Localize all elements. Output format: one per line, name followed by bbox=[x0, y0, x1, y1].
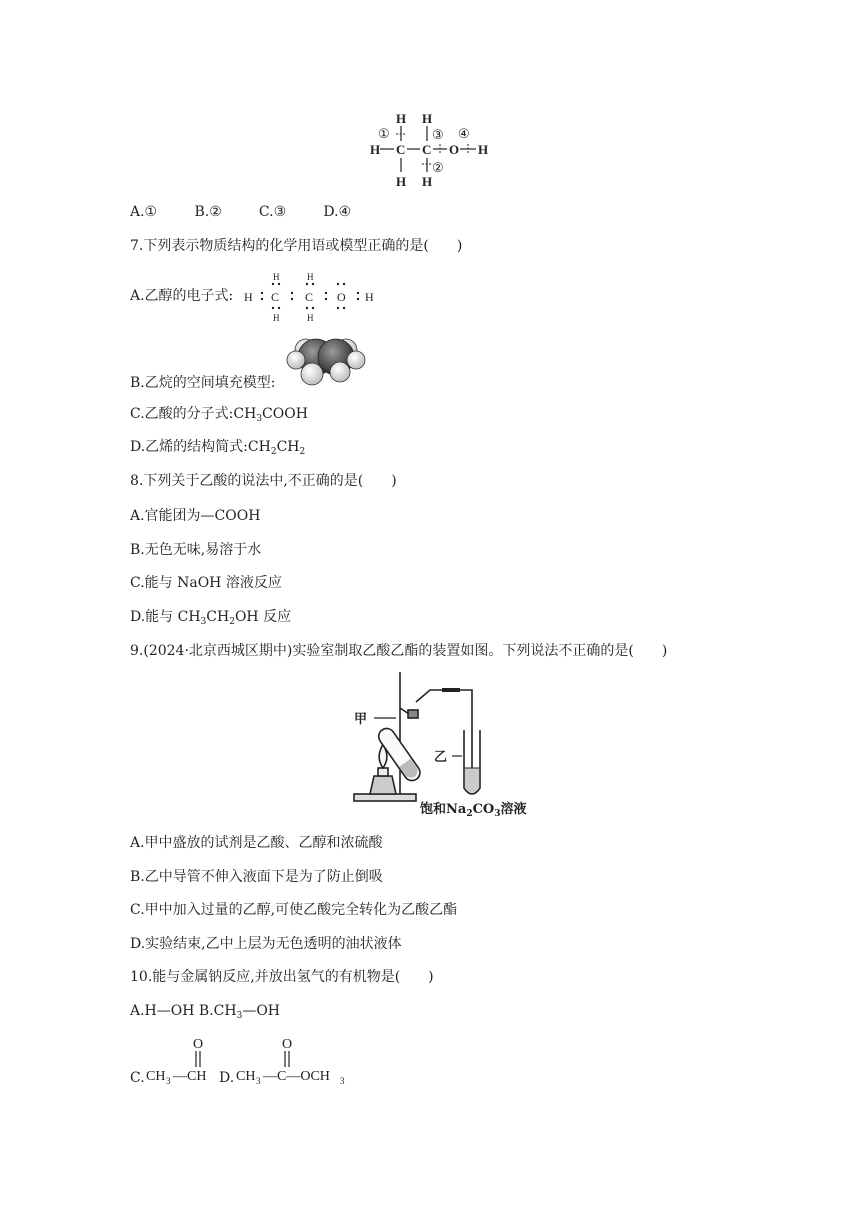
marker-4: ④ bbox=[458, 126, 470, 141]
q8-d-post: OH 反应 bbox=[234, 609, 292, 625]
q10-stem: 10.能与金属钠反应,并放出氢气的有机物是( ) bbox=[130, 969, 434, 985]
q6-options bbox=[130, 202, 351, 222]
d-sub2: 3 bbox=[340, 1076, 345, 1086]
label-jia: 甲 bbox=[354, 711, 368, 726]
atom-o: O bbox=[449, 142, 460, 157]
ef-h-up-2: H bbox=[307, 272, 314, 282]
q7-option-c-label: C.乙酸的分子式: bbox=[130, 406, 234, 422]
caption-s1: 2 bbox=[466, 809, 473, 819]
caption-s2: 3 bbox=[494, 809, 501, 819]
q8-stem: 8.下列关于乙酸的说法中,不正确的是( ) bbox=[130, 473, 397, 489]
q7-option-a[interactable] bbox=[130, 286, 233, 306]
ef-c2: C bbox=[305, 290, 314, 304]
q9-figure-caption bbox=[420, 800, 527, 824]
caption-post: 溶液 bbox=[500, 802, 527, 817]
c-sub: 3 bbox=[166, 1076, 171, 1086]
ef-c1: C bbox=[271, 290, 280, 304]
atom-h-right: H bbox=[478, 142, 489, 157]
ef-o: O bbox=[337, 290, 346, 304]
ethanol-electron-formula bbox=[240, 270, 380, 324]
q10-ab-pre: A.H—OH B.CH bbox=[130, 1003, 237, 1019]
q8-option-b[interactable]: B.无色无味,易溶于水 bbox=[130, 542, 262, 558]
q7-c-formula-part1: CH bbox=[233, 406, 257, 422]
q8-d-pre: D.能与 CH bbox=[130, 609, 201, 625]
q10-ab-post: —OH bbox=[242, 1003, 280, 1019]
q6-option-b[interactable]: B.② bbox=[194, 204, 222, 220]
methyl-acetate-structure bbox=[234, 1034, 364, 1086]
atom-h-top-2: H bbox=[422, 111, 433, 126]
atom-h-bottom-2: H bbox=[422, 174, 433, 189]
q7-d-s1: 2 bbox=[270, 447, 277, 457]
label-yi: 乙 bbox=[434, 749, 448, 764]
q7-d-f1: CH bbox=[247, 439, 271, 455]
q10-option-d-label[interactable]: D. bbox=[219, 1070, 235, 1086]
atom-h-bottom-1: H bbox=[396, 174, 407, 189]
c-left: CH bbox=[146, 1069, 166, 1084]
caption-pre: 饱和Na bbox=[420, 802, 467, 817]
ef-h-down-2: H bbox=[307, 313, 314, 323]
q7-d-s2: 2 bbox=[299, 447, 306, 457]
ef-h-right: H bbox=[365, 290, 374, 304]
acetaldehyde-structure bbox=[144, 1034, 220, 1086]
q8-option-d[interactable] bbox=[130, 607, 291, 632]
q7-option-d[interactable] bbox=[130, 437, 305, 462]
q7-c-sub: 3 bbox=[256, 414, 263, 424]
q8-d-s1: 3 bbox=[200, 617, 207, 627]
q7-option-a-label: A.乙醇的电子式: bbox=[130, 288, 234, 304]
atom-c1: C bbox=[396, 142, 406, 157]
q7-option-b[interactable] bbox=[130, 373, 275, 393]
d-dash: —C—OCH bbox=[263, 1069, 330, 1084]
q8-option-c[interactable]: C.能与 NaOH 溶液反应 bbox=[130, 575, 282, 591]
q8-d-mid: CH bbox=[206, 609, 230, 625]
q6-option-c[interactable]: C.③ bbox=[258, 204, 287, 220]
q9-option-a[interactable]: A.甲中盛放的试剂是乙酸、乙醇和浓硫酸 bbox=[130, 835, 383, 851]
q6-option-d[interactable]: D.④ bbox=[323, 204, 352, 220]
d-o: O bbox=[282, 1037, 293, 1052]
q10-ab-sub: 3 bbox=[236, 1011, 243, 1021]
q9-option-d[interactable]: D.实验结束,乙中上层为无色透明的油状液体 bbox=[130, 936, 402, 952]
ef-h-down-1: H bbox=[273, 313, 280, 323]
ef-h-up-1: H bbox=[273, 272, 280, 282]
q9-option-c[interactable]: C.甲中加入过量的乙醇,可使乙酸完全转化为乙酸乙酯 bbox=[130, 902, 458, 918]
caption-mid: CO bbox=[472, 802, 495, 817]
q10-option-c-label[interactable]: C. bbox=[130, 1070, 145, 1086]
q7-option-d-label: D.乙烯的结构简式: bbox=[130, 439, 248, 455]
ef-h-left: H bbox=[244, 290, 253, 304]
q7-option-b-label: B.乙烷的空间填充模型: bbox=[130, 375, 276, 391]
q7-stem: 7.下列表示物质结构的化学用语或模型正确的是( ) bbox=[130, 238, 463, 254]
q8-option-a[interactable]: A.官能团为—COOH bbox=[130, 508, 261, 524]
atom-c2: C bbox=[422, 142, 432, 157]
q8-d-s2: 2 bbox=[229, 617, 235, 627]
q9-option-b[interactable]: B.乙中导管不伸入液面下是为了防止倒吸 bbox=[130, 869, 383, 885]
d-sub: 3 bbox=[256, 1076, 261, 1086]
ethanol-bond-diagram bbox=[366, 108, 496, 190]
c-o: O bbox=[193, 1037, 204, 1052]
d-left: CH bbox=[236, 1069, 256, 1084]
q9-stem: 9.(2024·北京西城区期中)实验室制取乙酸乙酯的装置如图。下列说法不正确的是( ) bbox=[130, 643, 668, 659]
q7-c-formula-part2: COOH bbox=[262, 406, 308, 422]
q6-option-a[interactable]: A.① bbox=[130, 204, 158, 220]
q10-options-ab[interactable] bbox=[130, 1001, 280, 1026]
c-right: —CH bbox=[173, 1069, 207, 1084]
marker-2: ② bbox=[432, 160, 444, 175]
ethane-space-filling-model bbox=[286, 330, 366, 388]
q7-option-c[interactable] bbox=[130, 404, 308, 429]
marker-1: ① bbox=[378, 126, 390, 141]
marker-3: ③ bbox=[432, 127, 444, 142]
q7-d-f2: CH bbox=[276, 439, 300, 455]
atom-h-left: H bbox=[370, 142, 381, 157]
atom-h-top-1: H bbox=[396, 111, 407, 126]
